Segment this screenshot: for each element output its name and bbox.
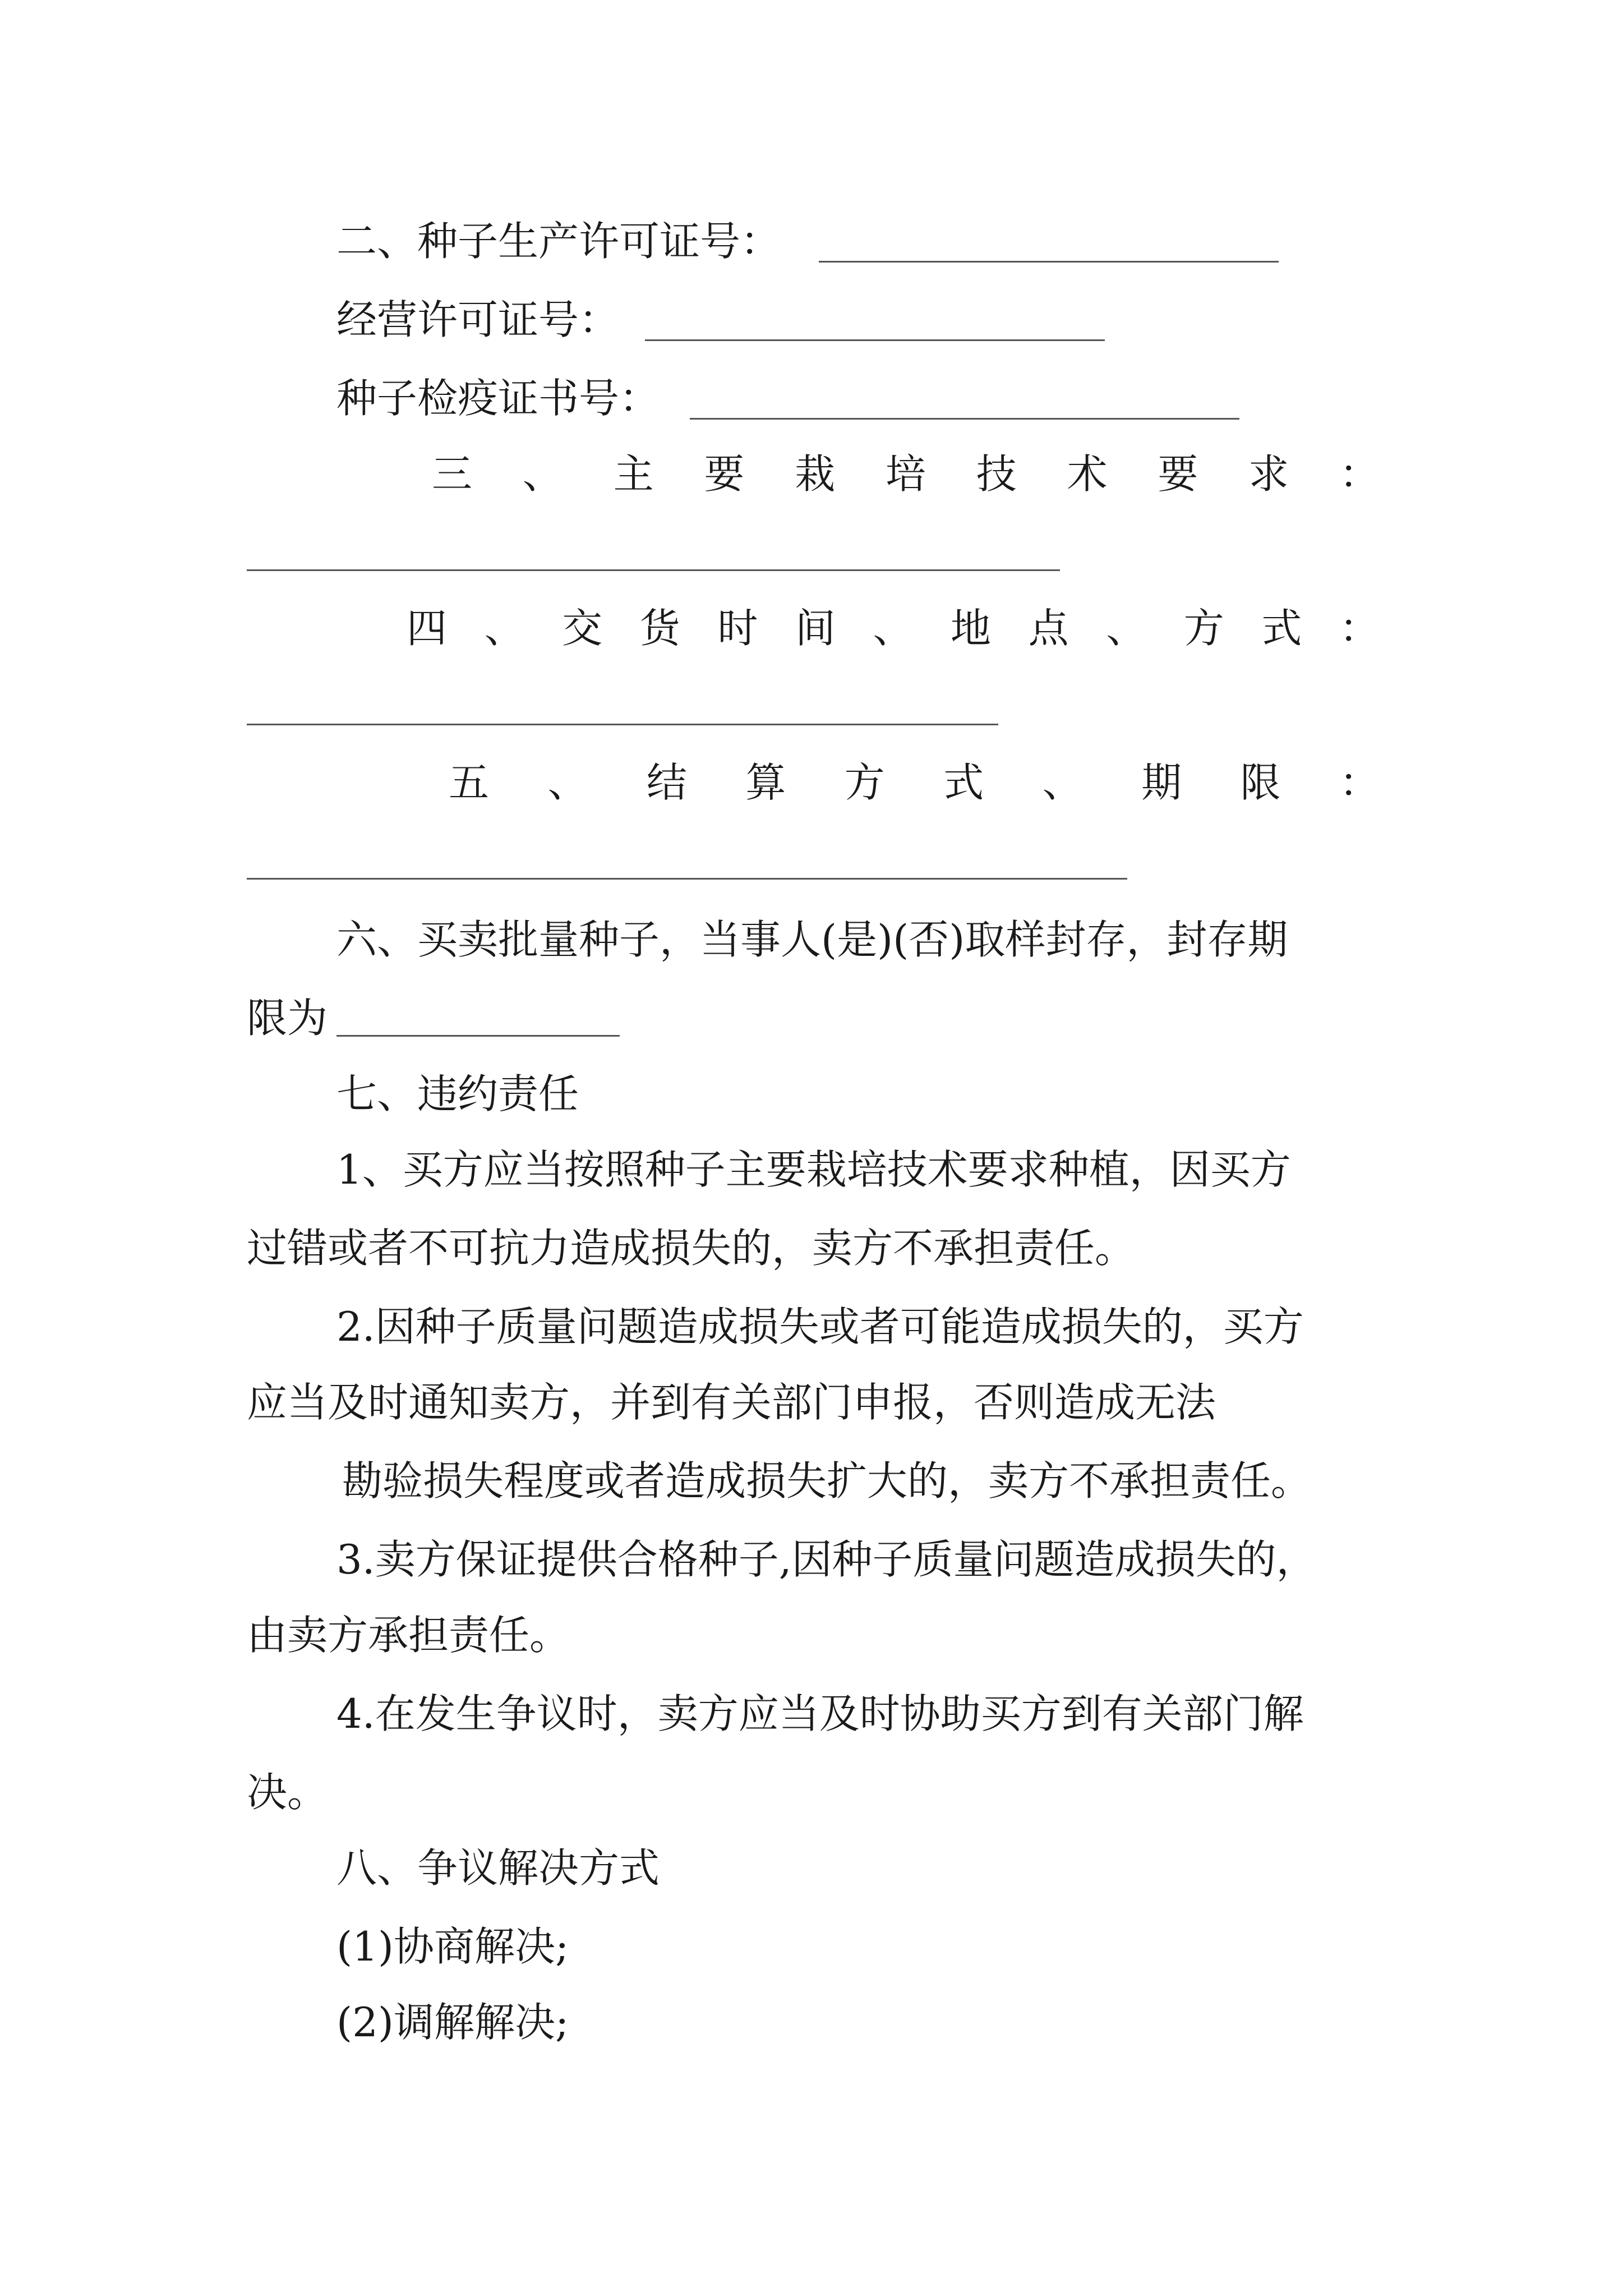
- business-license-blank: [645, 339, 1105, 341]
- section-7-clause-2-line-1: 2.因种子质量问题造成损失或者可能造成损失的，买方: [336, 1303, 1304, 1350]
- section-7-clause-4-line-1: 4.在发生争议时，卖方应当及时协助买方到有关部门解: [336, 1690, 1304, 1737]
- section-7-clause-1-line-1: 1、买方应当按照种子主要栽培技术要求种植，因买方: [336, 1146, 1291, 1193]
- seed-production-license-line: [336, 216, 781, 266]
- seed-production-license-label: 二、种子生产许可证号：: [336, 218, 781, 265]
- sealing-period-blank: [336, 1035, 620, 1037]
- section-7-clause-2-line-3: 勘验损失程度或者造成损失扩大的，卖方不承担责任。: [342, 1457, 1312, 1504]
- seed-production-license-blank: [819, 261, 1279, 263]
- section-7-clause-1-line-2: 过错或者不可抗力造成损失的，卖方不承担责任。: [247, 1225, 1136, 1272]
- quarantine-certificate-line: [336, 373, 660, 424]
- section-3-blank: [247, 569, 1060, 571]
- section-7-clause-3-line-1: 3.卖方保证提供合格种子,因种子质量问题造成损失的，: [336, 1536, 1317, 1583]
- business-license-label: 经营许可证号：: [336, 296, 620, 343]
- section-6-line-1: 六、买卖批量种子，当事人(是)(否)取样封存，封存期: [336, 916, 1288, 963]
- section-8-item-2: (2)调解解决;: [336, 1999, 569, 2046]
- section-7-title: 七、违约责任: [336, 1070, 579, 1117]
- business-license-line: [336, 295, 619, 345]
- section-5-heading: 五 、 结 算 方 式 、 期 限 ：: [449, 759, 1380, 806]
- section-5-blank: [247, 878, 1127, 880]
- section-3-heading: 三 、 主 要 栽 培 技 术 要 求 ：: [432, 450, 1380, 498]
- quarantine-certificate-blank: [690, 418, 1239, 420]
- quarantine-certificate-label: 种子检疫证书号：: [336, 375, 660, 422]
- section-8-title: 八、争议解决方式: [336, 1844, 660, 1892]
- section-6-label: 限为: [247, 995, 328, 1042]
- section-7-clause-2-line-2: 应当及时通知卖方，并到有关部门申报，否则造成无法: [247, 1379, 1216, 1426]
- section-7-clause-4-line-2: 决。: [247, 1769, 328, 1816]
- section-4-blank: [247, 724, 998, 725]
- section-6-line-2: [247, 993, 328, 1043]
- section-4-heading: 四 、 交 货 时 间 、 地 点 、 方 式 ：: [407, 605, 1380, 652]
- section-8-item-1: (1)协商解决;: [336, 1923, 569, 1970]
- section-7-clause-3-line-2: 由卖方承担责任。: [247, 1612, 570, 1659]
